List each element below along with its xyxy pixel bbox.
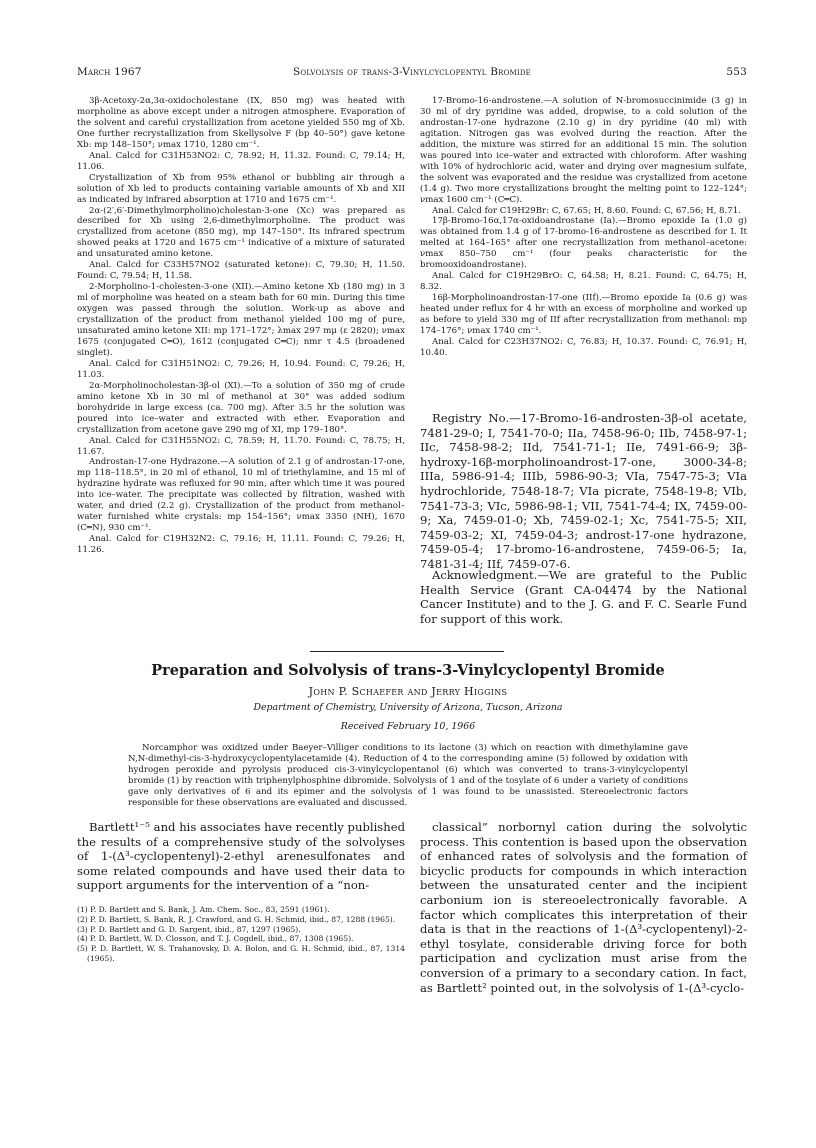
paragraph: Anal. Calcd for C31H53NO2: C, 78.92; H, 11.32. Found: C, 79.14; H, 11.06. bbox=[77, 150, 405, 172]
paragraph: 17β-Bromo-16α,17α-oxidoandrostane (Ia).—Bromo epoxide Ia (1.0 g) was obtained from 1.4 g of 17-bromo-16-androstene as described for I. It melted at 164–165° after one recrystallization from methanol–acetone: νmax 850–750 cm⁻¹ (four peaks characteristic for the bromooxidoandrostane). bbox=[420, 216, 747, 271]
paragraph: Androstan-17-one Hydrazone.—A solution of 2.1 g of androstan-17-one, mp 118–118.5°, in 20 ml of ethanol, 10 ml of triethylamine, and 15 ml of hydrazine hydrate was refluxed for 90 min, after which time it was poured into ice–water. The precipitate was collected by filtration, washed with water, and dried (2.2 g). Crystallization of the product from methanol–water furnished white crystals: mp 154–156°; νmax 3350 (NH), 1670 (C═N), 930 cm⁻¹. bbox=[77, 457, 405, 534]
body-text-left bbox=[77, 820, 405, 893]
footnote: (2) P. D. Bartlett, S. Bank, R. J. Crawford, and G. H. Schmid, ibid., 87, 1288 (1965). bbox=[77, 914, 396, 924]
registry-numbers bbox=[420, 411, 747, 572]
abstract bbox=[128, 743, 688, 808]
section-divider bbox=[310, 651, 504, 652]
paragraph: Crystallization of Xb from 95% ethanol or bubbling air through a solution of Xb led to products containing variable amounts of Xb and XII as indicated by infrared absorption at 1710 and 1675 cm⁻¹. bbox=[77, 172, 405, 205]
footnote: (5) P. D. Bartlett, W. S. Trahanovsky, D. A. Bolon, and G. H. Schmid, ibid., 87, 1314 (1965). bbox=[77, 944, 405, 963]
footnote: (3) P. D. Bartlett and G. D. Sargent, ibid., 87, 1297 (1965). bbox=[77, 924, 301, 934]
page-number: 553 bbox=[726, 66, 747, 78]
paragraph: 2α-Morpholinocholestan-3β-ol (XI).—To a solution of 350 mg of crude amino ketone Xb in 30 ml of methanol at 30° was added sodium borohydride in large excess (ca. 700 mg). After 3.5 hr the solution was poured into ice–water and extracted with ether. Evaporation and crystallization from acetone gave 290 mg of XI, mp 179–180°. bbox=[77, 380, 405, 435]
article-title: Preparation and Solvolysis of trans-3-Vinylcyclopentyl Bromide bbox=[151, 662, 665, 679]
paragraph: Anal. Calcd for C19H29Br: C, 67.65; H, 8.60. Found: C, 67.56; H, 8.71. bbox=[432, 205, 741, 216]
running-head-date: March 1967 bbox=[77, 66, 142, 78]
body-paragraph-continued: classical” norbornyl cation during the solvolytic process. This contention is based upon the observation of enhanced rates of solvolysis and the formation of bicyclic products for compounds in which interaction between the unsaturated center and the incipient carbonium ion is stereoelectronically favorable. A factor which complicates this interpretation of their data is that in the reactions of 1-(Δ³-cyclopentenyl)-2-ethyl tosylate, considerable driving force for both participation and cyclization must arise from the conversion of a primary to a secondary cation. In fact, as Bartlett² pointed out, in the solvolysis of 1-(Δ³-cyclo- bbox=[420, 820, 747, 995]
experimental-left-column bbox=[77, 96, 405, 556]
paragraph: Anal. Calcd for C23H37NO2: C, 76.83; H, 10.37. Found: C, 76.91; H, 10.40. bbox=[420, 336, 747, 358]
paragraph: Anal. Calcd for C19H32N2: C, 79.16; H, 11.11. Found: C, 79.26; H, 11.26. bbox=[77, 534, 405, 556]
running-head-title: Solvolysis of trans-3-Vinylcyclopentyl Bromide bbox=[293, 66, 531, 78]
body-text-right bbox=[420, 820, 747, 995]
body-paragraph: Bartlett¹⁻⁵ and his associates have recently published the results of a comprehensive study of the solvolyses of 1-(Δ³-cyclopentenyl)-2-ethyl arenesulfonates and some related compounds and have used their data to support arguments for the intervention of a “non- bbox=[77, 820, 405, 893]
acknowledgment bbox=[420, 568, 747, 626]
acknowledgment-paragraph: Acknowledgment.—We are grateful to the Public Health Service (Grant CA-04474 by the National Cancer Institute) and to the J. G. and F. C. Searle Fund for support of this work. bbox=[420, 568, 747, 626]
paragraph: 17-Bromo-16-androstene.—A solution of N-bromosuccinimide (3 g) in 30 ml of dry pyridine was added, dropwise, to a cold solution of the androstan-17-one hydrazone (2.10 g) in dry pyridine (40 ml) with agitation. Nitrogen gas was evolved during the reaction. After the addition, the mixture was stirred for an additional 15 min. The solution was poured into ice–water and extracted with chloroform. After washing with 10% of hydrochloric acid, water and drying over magnesium sulfate, the solvent was evaporated and the residue was crystallized from acetone (1.4 g). Two more crystallizations brought the melting point to 122–124°; νmax 1600 cm⁻¹ (C═C). bbox=[420, 96, 747, 205]
paragraph: 2-Morpholino-1-cholesten-3-one (XII).—Amino ketone Xb (180 mg) in 3 ml of morpholine was heated on a steam bath for 60 min. During this time oxygen was passed through the solution. Work-up as above and crystallization of the product from methanol yielded 100 mg of pure, unsaturated amino ketone XII: mp 171–172°; λmax 297 mμ (ε 2820); νmax 1675 (conjugated C═O), 1612 (conjugated C═C); nmr τ 4.5 (broadened singlet). bbox=[77, 282, 405, 358]
paragraph: Anal. Calcd for C31H51NO2: C, 79.26; H, 10.94. Found: C, 79.26; H, 11.03. bbox=[77, 358, 405, 380]
registry-paragraph: Registry No.—17-Bromo-16-androsten-3β-ol acetate, 7481-29-0; I, 7541-70-0; IIa, 7458-96-0; IIb, 7458-97-1; IIc, 7458-98-2; IId, 7541-71-1; IIe, 7491-66-9; 3β-hydroxy-16β-morpholinoandrost-17-one, 3000-34-8; IIIa, 5986-91-4; IIIb, 5986-90-3; VIa, 7547-75-3; VIa hydrochloride, 7548-18-7; VIa picrate, 7548-19-8; VIb, 7541-73-3; VIc, 5986-98-1; VII, 7541-74-4; IX, 7459-00-9; Xa, 7459-01-0; Xb, 7459-02-1; Xc, 7541-75-5; XII, 7459-03-2; XI, 7459-04-3; androst-17-one hydrazone, 7459-05-4; 17-bromo-16-androstene, 7459-06-5; Ia, 7481-31-4; IIf, 7459-07-6. bbox=[420, 411, 747, 571]
footnote: (1) P. D. Bartlett and S. Bank, J. Am. Chem. Soc., 83, 2591 (1961). bbox=[77, 905, 330, 914]
paragraph: Anal. Calcd for C33H57NO2 (saturated ketone): C, 79.30; H, 11.50. Found: C, 79.54; H, 11.58. bbox=[77, 260, 405, 282]
article-received-date: Received February 10, 1966 bbox=[340, 721, 476, 732]
running-head bbox=[77, 66, 747, 82]
paragraph: 16β-Morpholinoandrostan-17-one (IIf).—Bromo epoxide Ia (0.6 g) was heated under reflux for 4 hr with an excess of morpholine and worked up as before to yield 330 mg of IIf after recrystallization from methanol: mp 174–176°; νmax 1740 cm⁻¹. bbox=[420, 293, 747, 337]
paragraph: Anal. Calcd for C31H55NO2: C, 78.59; H, 11.70. Found: C, 78.75; H, 11.67. bbox=[77, 435, 405, 457]
footnote: (4) P. D. Bartlett, W. D. Closson, and T. J. Cogdell, ibid., 87, 1308 (1965). bbox=[77, 934, 354, 944]
footnotes bbox=[77, 905, 405, 964]
paragraph: Anal. Calcd for C19H29BrO: C, 64.58; H, 8.21. Found: C, 64.75; H, 8.32. bbox=[420, 271, 747, 293]
paragraph: 3β-Acetoxy-2α,3α-oxidocholestane (IX, 850 mg) was heated with morpholine as above except under a nitrogen atmosphere. Evaporation of the solvent and careful crystallization from acetone yielded 550 mg of Xb. One further recrystallization from Skellysolve F (bp 40–50°) gave ketone Xb: mp 148–150°; νmax 1710, 1280 cm⁻¹. bbox=[77, 96, 405, 150]
experimental-right-column bbox=[420, 96, 747, 359]
abstract-text: Norcamphor was oxidized under Baeyer–Villiger conditions to its lactone (3) which on reaction with dimethylamine gave N,N-dimethyl-cis-3-hydroxycyclopentylacetamide (4). Reduction of 4 to the corresponding amine (5) followed by oxidation with hydrogen peroxide and pyrolysis produced cis-3-vinylcyclopentanol (6) which was converted to trans-3-vinylcyclopentyl bromide (1) by reaction with triphenylphosphine dibromide. Solvolysis of 1 and of the tosylate of 6 under a variety of conditions gave only derivatives of 6 and its epimer and the solvolysis of 1 was found to be unassisted. Stereoelectronic factors responsible for these observations are evaluated and discussed. bbox=[128, 743, 688, 808]
article-authors: John P. Schaefer and Jerry Higgins bbox=[308, 685, 508, 698]
paragraph: 2α-(2′,6′-Dimethylmorpholino)cholestan-3-one (Xc) was prepared as described for Xb using 2,6-dimethylmorpholine. The product was crystallized from acetone (850 mg), mp 147–150°. Its infrared spectrum showed peaks at 1720 and 1675 cm⁻¹ indicative of a mixture of saturated and unsaturated amino ketone. bbox=[77, 205, 405, 260]
article-affiliation: Department of Chemistry, University of Arizona, Tucson, Arizona bbox=[253, 702, 563, 713]
